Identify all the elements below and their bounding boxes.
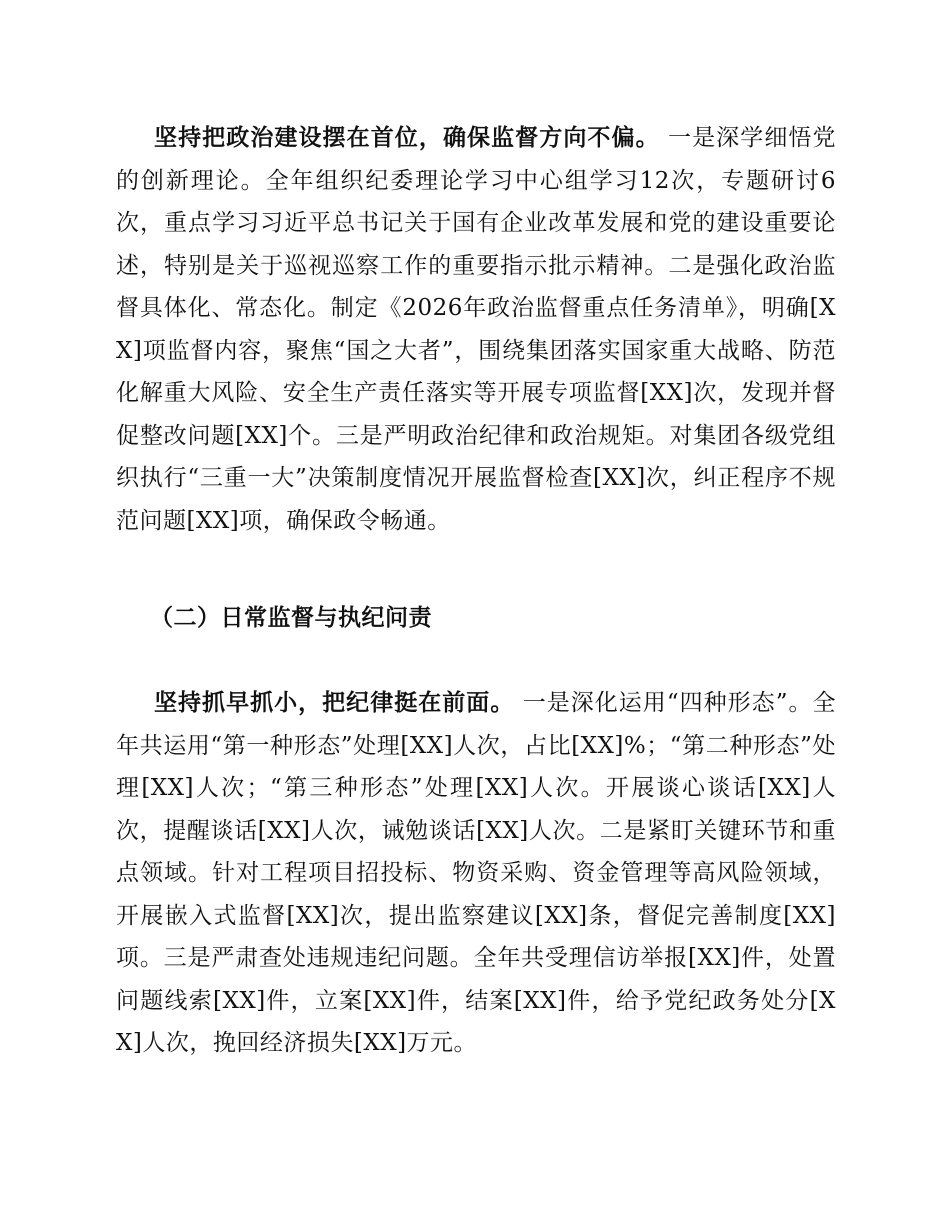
paragraph-body-text: 一是深化运用“四种形态”。全年共运用“第一种形态”处理[XX]人次，占比[XX]%；“第二种形态”处理[XX]人次；“第三种形态”处理[XX]人次。开展谈心谈话[XX]人次，提醒谈话[XX]人次，诫勉谈话[XX]人次。二是紧盯关键环节和重点领域。针对工程项目招投标、物资采购、资金管理等高风险领域，开展嵌入式监督[XX]次，提出监察建议[XX]条，督促完善制度[XX]项。三是严肃查处违规违纪问题。全年共受理信访举报[XX]件，处置问题线索[XX]件，立案[XX]件，结案[XX]件，给予党纪政务处分[XX]人次，挽回经济损失[XX]万元。 xyxy=(116,690,837,1056)
paragraph-body-text: 一是深学细悟党的创新理论。全年组织纪委理论学习中心组学习12次，专题研讨6次，重点学习习近平总书记关于国有企业改革发展和党的建设重要论述，特别是关于巡视巡察工作的重要指示批示精神。二是强化政治监督具体化、常态化。制定《2026年政治监督重点任务清单》，明确[XX]项监督内容，聚焦“国之大者”，围绕集团落实国家重大战略、防范化解重大风险、安全生产责任落实等开展专项监督[XX]次，发现并督促整改问题[XX]个。三是严明政治纪律和政治规矩。对集团各级党组织执行“三重一大”决策制度情况开展监督检查[XX]次，纠正程序不规范问题[XX]项，确保政令畅通。 xyxy=(116,125,836,534)
paragraph-political-supervision xyxy=(116,117,836,542)
paragraph-lead-text: 坚持抓早抓小，把纪律挺在前面。 xyxy=(154,689,515,716)
paragraph-lead-text: 坚持把政治建设摆在首位，确保监督方向不偏。 xyxy=(154,124,660,151)
paragraph-discipline-accountability xyxy=(116,682,836,1065)
section-heading-daily-supervision: （二）日常监督与执纪问责 xyxy=(150,604,432,631)
